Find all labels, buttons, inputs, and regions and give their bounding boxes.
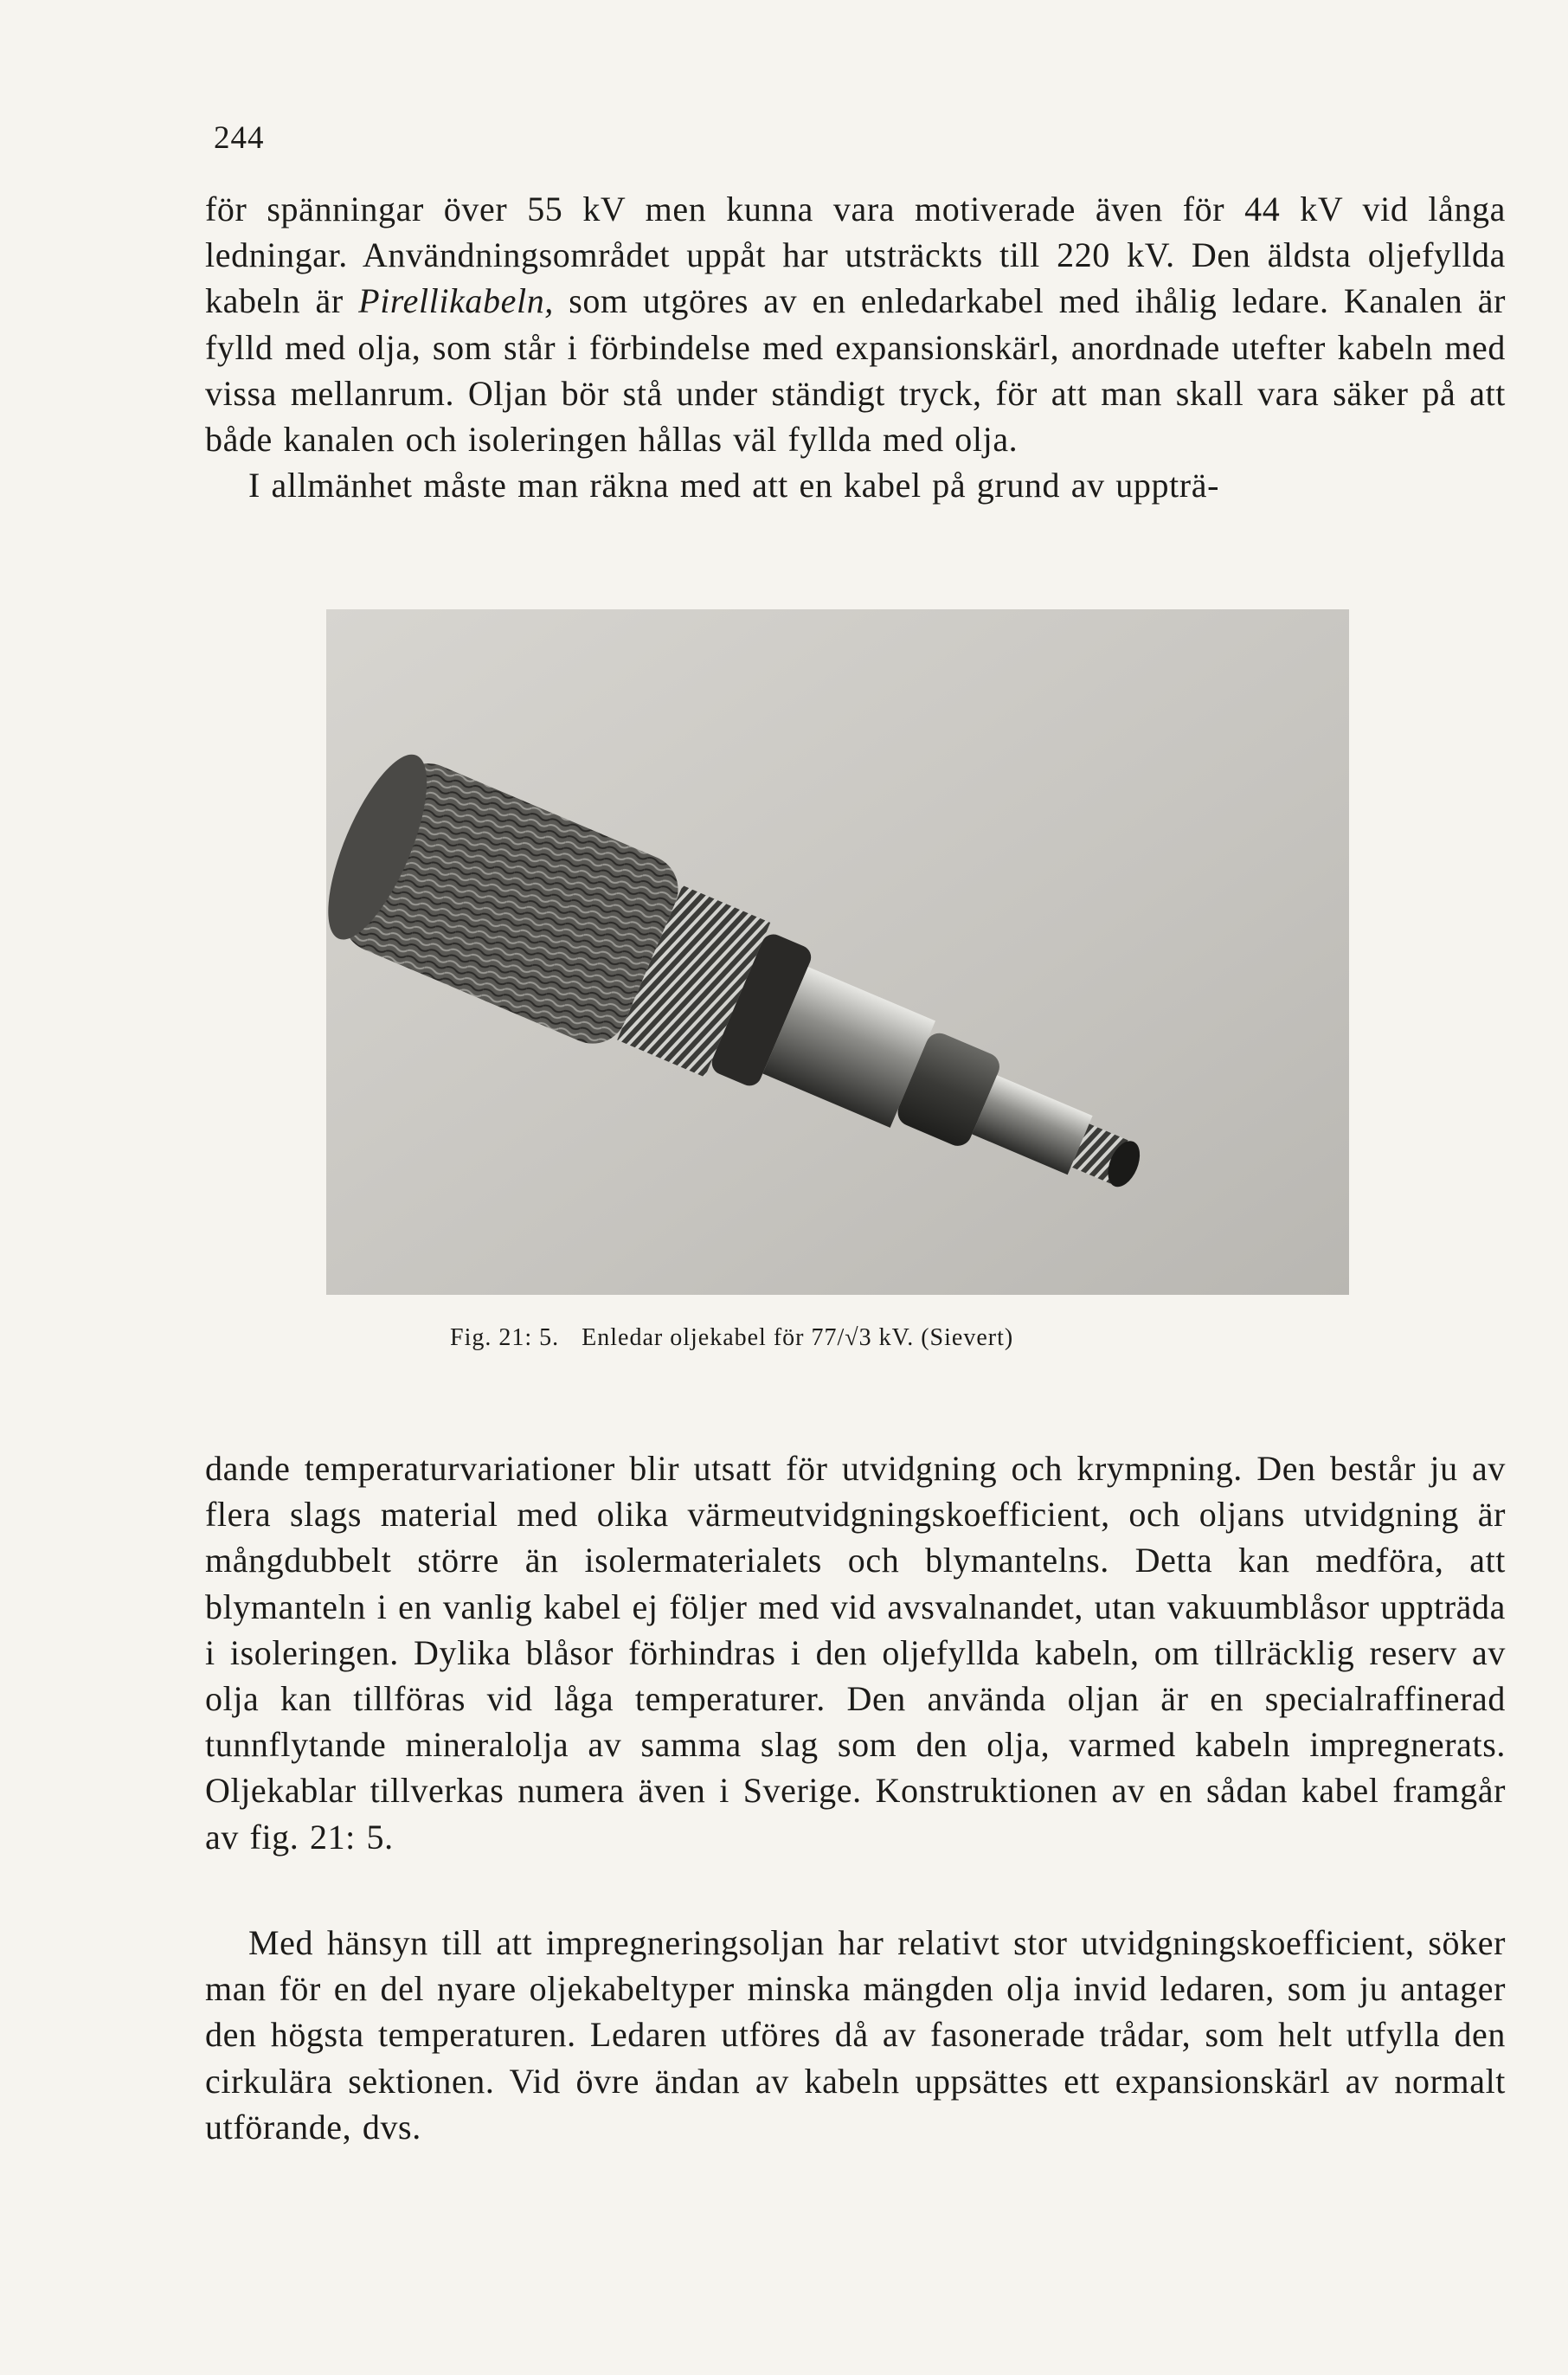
paragraph-1-text xyxy=(205,186,1506,462)
figure-caption xyxy=(450,1324,1350,1352)
pirelli-cable-term: Pirellikabeln, xyxy=(358,281,554,321)
oil-filled-cable-photo xyxy=(326,609,1349,1295)
cable-photograph xyxy=(326,609,1349,1295)
paragraph-1-text-post: som utgöres av en enledarkabel med ihålig ledare. Kanalen är fylld med olja, som står i förbindelse med expansionskärl, anordnade utefter kabeln med vissa mellanrum. Oljan bör stå under ständigt tryck, för att man skall vara säker på att både kanalen och isoleringen hållas väl fyllda med olja. xyxy=(205,281,1506,460)
paragraph-3: Med hänsyn till att impregneringsoljan har relativt stor utvidgningskoefficient, söker man för en del nyare oljekabeltyper minska mängden olja invid ledaren, som ju antager den högsta temperaturen. Ledaren utföres då av fasonerade trådar, som helt utfylla den cirkulära sektionen. Vid övre ändan av kabeln uppsättes ett expansionskärl av normalt utförande, dvs. xyxy=(205,1923,1506,2147)
figure-caption-text: Enledar oljekabel för 77/√3 kV. (Sievert) xyxy=(582,1324,1014,1351)
paragraph-1b-text: I allmänhet måste man räkna med att en kabel på grund av uppträ- xyxy=(248,466,1219,505)
paragraph-1 xyxy=(205,186,1506,508)
page-number: 244 xyxy=(214,120,265,156)
paragraph-2: dande temperaturvariationer blir utsatt för utvidgning och krympning. Den består ju av flera slags material med olika värmeutvidgningskoefficient, och oljans utvidgning är mångdubbelt större än isolermaterialets och blymantelns. Detta kan medföra, att blymanteln i en vanlig kabel ej följer med vid avsvalnandet, utan vakuumblåsor uppträda i isoleringen. Dylika blåsor förhindras i den oljefyllda kabeln, om tillräcklig reserv av olja kan tillföras vid låga temperaturer. Den använda oljan är en specialraffinerad tunnflytande mineralolja av samma slag som den olja, varmed kabeln impregnerats. Oljekablar tillverkas numera även i Sverige. Konstruktionen av en sådan kabel framgår av fig. 21: 5. xyxy=(205,1449,1506,1857)
paragraph-1-text-pre: för spänningar över 55 kV men kunna vara motiverade även för 44 kV vid långa ledningar. Användningsområdet uppåt har utsträckts till 220 kV. Den äldsta oljefyllda kabeln är xyxy=(205,190,1506,321)
figure-label: Fig. 21: 5. xyxy=(450,1324,560,1351)
